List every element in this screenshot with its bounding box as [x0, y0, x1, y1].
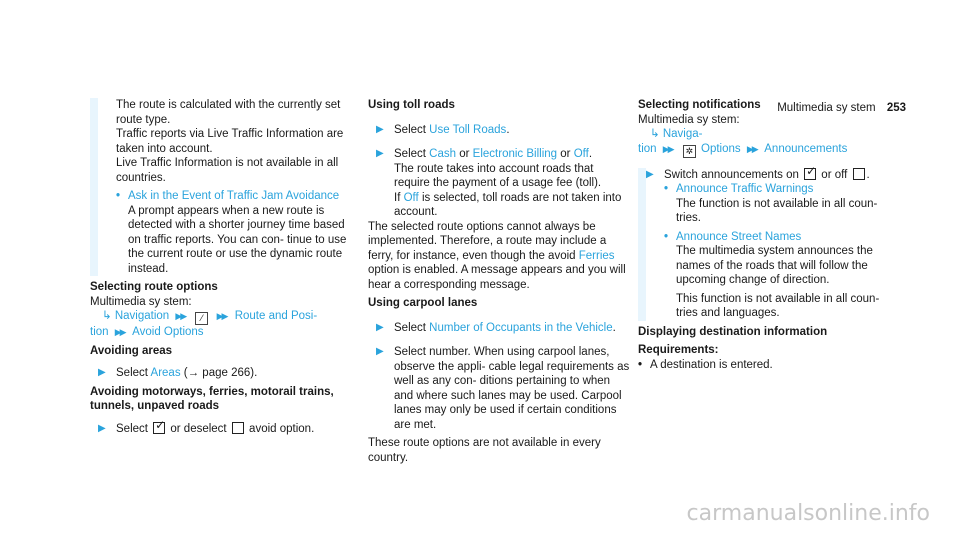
- toll-description: The route takes into account roads that require the payment of a usage fee (toll).: [394, 162, 602, 189]
- step-text: avoid option.: [249, 422, 315, 435]
- checkbox-checked-icon: [153, 422, 165, 434]
- info-bar: [90, 98, 98, 276]
- menu-path: [638, 127, 900, 142]
- step-arrow-icon: ▶: [376, 346, 384, 357]
- bullet-description: A prompt appears when a new route is detected with a shorter journey time based on traffic reports. You can con- tinue to use the current route or use the dynamic route instead.: [128, 204, 347, 275]
- heading-destination-info: Displaying destination information: [638, 325, 828, 338]
- step-text: Switch announcements on: [664, 168, 799, 181]
- electronic-billing-link[interactable]: Electronic Billing: [472, 148, 558, 160]
- announcements-block: [638, 168, 900, 321]
- heading-notifications: Selecting notifications: [638, 99, 761, 111]
- step-occupants: ▶ Select Number of Occupants in the Vehicle.: [376, 321, 616, 334]
- intro-line-3: Live Traffic Information is not available in all countries.: [116, 157, 339, 184]
- route-position-link-2[interactable]: tion: [90, 326, 109, 338]
- step-use-toll: ▶ Select Use Toll Roads.: [376, 123, 510, 136]
- step-text: is selected, toll roads are not taken into account.: [394, 191, 622, 218]
- step-arrow-icon: ▶: [98, 422, 106, 434]
- route-position-link[interactable]: Route and Posi-: [234, 310, 318, 322]
- traffic-jam-bullet: [116, 189, 352, 204]
- step-text: or deselect: [170, 422, 227, 435]
- toll-off-description: [394, 191, 630, 220]
- double-chevron-icon: ▶▶: [114, 327, 125, 337]
- checkbox-checked-icon: [804, 168, 816, 180]
- heading-requirements: Requirements:: [638, 344, 719, 356]
- step-arrow-icon: ▶: [98, 367, 106, 378]
- street-names-availability: This function is not available in all coun- tries and languages.: [676, 292, 880, 319]
- step-arrow-icon: ▶: [646, 168, 654, 180]
- menu-label: Multimedia sy stem:: [90, 295, 192, 308]
- ask-traffic-jam-link[interactable]: Ask in the Event of Traffic Jam Avoidance: [128, 190, 340, 202]
- heading-route-options: Selecting route options: [90, 281, 218, 293]
- step-select-avoid: [90, 422, 352, 437]
- double-chevron-icon: ▶▶: [746, 143, 757, 154]
- menu-label: Multimedia sy stem:: [638, 113, 740, 126]
- ferries-link[interactable]: Ferries: [578, 249, 615, 262]
- step-text: If: [394, 191, 401, 204]
- step-text: Select: [116, 367, 148, 379]
- use-toll-roads-link[interactable]: Use Toll Roads: [429, 123, 507, 136]
- bullet-icon: •: [664, 183, 669, 195]
- areas-link[interactable]: Areas: [150, 367, 181, 379]
- column-1: [90, 98, 352, 436]
- heading-toll-roads: Using toll roads: [368, 99, 455, 111]
- menu-path-2: [90, 325, 352, 340]
- double-chevron-icon: ▶▶: [175, 311, 186, 321]
- info-bar: [638, 168, 646, 321]
- heading-avoid-motorways: Avoiding motorways, ferries, motorail trains, tunnels, unpaved roads: [90, 385, 334, 412]
- step-text: or: [459, 148, 470, 160]
- step-switch-announcements: ▶ Switch announcements on ✓ or off .: [664, 168, 900, 183]
- cash-link[interactable]: Cash: [429, 148, 457, 160]
- options-link[interactable]: Options: [701, 142, 741, 155]
- step-toll-option: ▶ Select Cash or Electronic Billing or Off. The route takes into account roads that require the payment of a usage fee (toll). If Off is selected, toll roads are not taken into account.: [368, 147, 630, 220]
- step-text: or: [560, 148, 571, 160]
- gear-icon: ✲: [683, 145, 696, 158]
- street-names-description: The multimedia system announces the names of the roads that will follow the upcoming change of direction.: [676, 245, 873, 286]
- step-text: Select: [394, 123, 426, 136]
- step-select-number: [368, 345, 630, 432]
- route-info-block: [90, 98, 352, 276]
- step-arrow-icon: ▶: [376, 148, 384, 159]
- announce-street-names-link[interactable]: Announce Street Names: [676, 230, 802, 243]
- intro-line-2: Traffic reports via Live Traffic Information are taken into account.: [116, 128, 344, 155]
- column-2: [368, 98, 630, 465]
- step-text: Select: [116, 422, 148, 435]
- avoid-options-link[interactable]: Avoid Options: [132, 326, 204, 338]
- menu-path: [90, 309, 352, 325]
- announce-traffic-warnings-link[interactable]: Announce Traffic Warnings: [676, 183, 814, 195]
- section-title: Multimedia sy stem: [777, 102, 876, 114]
- checkbox-empty-icon: [232, 422, 244, 434]
- step-text: Select: [394, 321, 426, 334]
- requirement-item: [638, 358, 900, 373]
- checkbox-empty-icon: [853, 168, 865, 180]
- navigation-link[interactable]: Navigation: [114, 310, 170, 322]
- double-chevron-icon: ▶▶: [216, 311, 227, 321]
- step-select-areas: [90, 366, 352, 381]
- route-options-note: [368, 220, 630, 293]
- street-names-bullet: [664, 230, 900, 245]
- navigation-link-2[interactable]: tion: [638, 142, 657, 155]
- step-text: or off: [821, 168, 848, 181]
- page-ref: (→ page 266).: [183, 367, 258, 379]
- watermark: carmanualsonline.info: [686, 500, 930, 526]
- occupants-link[interactable]: Number of Occupants in the Vehicle: [429, 321, 613, 334]
- route-settings-icon: ⁄: [195, 312, 208, 325]
- return-arrow-icon: ↳: [650, 128, 660, 140]
- page-number: 253: [886, 102, 906, 114]
- step-text: Select: [394, 148, 426, 160]
- step-arrow-icon: ▶: [376, 321, 384, 333]
- double-chevron-icon: ▶▶: [662, 143, 673, 154]
- traffic-warnings-description: The function is not available in all coun- tries.: [676, 197, 878, 224]
- column-3: [638, 98, 900, 372]
- heading-avoid-areas: Avoiding areas: [90, 344, 173, 357]
- bullet-icon: •: [664, 230, 669, 243]
- note-text: option is enabled. A message appears and you will hear a corresponding message.: [368, 264, 626, 291]
- heading-carpool: Using carpool lanes: [368, 297, 478, 309]
- return-arrow-icon: ↳: [102, 310, 112, 322]
- navigation-link[interactable]: Naviga-: [662, 128, 703, 140]
- carpool-description: Select number. When using carpool lanes, observe the appli- cable legal requirements as well as any con- ditions pertaining to when and where such lanes may be used. Carpool lanes may only be used if certain conditions are met.: [394, 346, 630, 431]
- off-link-2[interactable]: Off: [403, 191, 419, 204]
- traffic-warnings-bullet: [664, 182, 900, 197]
- menu-path-2: [638, 142, 900, 158]
- bullet-icon: •: [116, 190, 121, 202]
- bullet-icon: •: [638, 358, 643, 371]
- intro-line-1: The route is calculated with the currently set route type.: [116, 99, 341, 126]
- requirement-text: A destination is entered.: [650, 358, 773, 371]
- off-link[interactable]: Off: [573, 148, 589, 160]
- availability-note: These route options are not available in every country.: [368, 437, 601, 464]
- note-text: The selected route options cannot always be implemented. Therefore, a route may include a ferry, for instance, even though the avoid: [368, 220, 607, 262]
- step-arrow-icon: ▶: [376, 123, 384, 135]
- announcements-link[interactable]: Announcements: [764, 142, 848, 155]
